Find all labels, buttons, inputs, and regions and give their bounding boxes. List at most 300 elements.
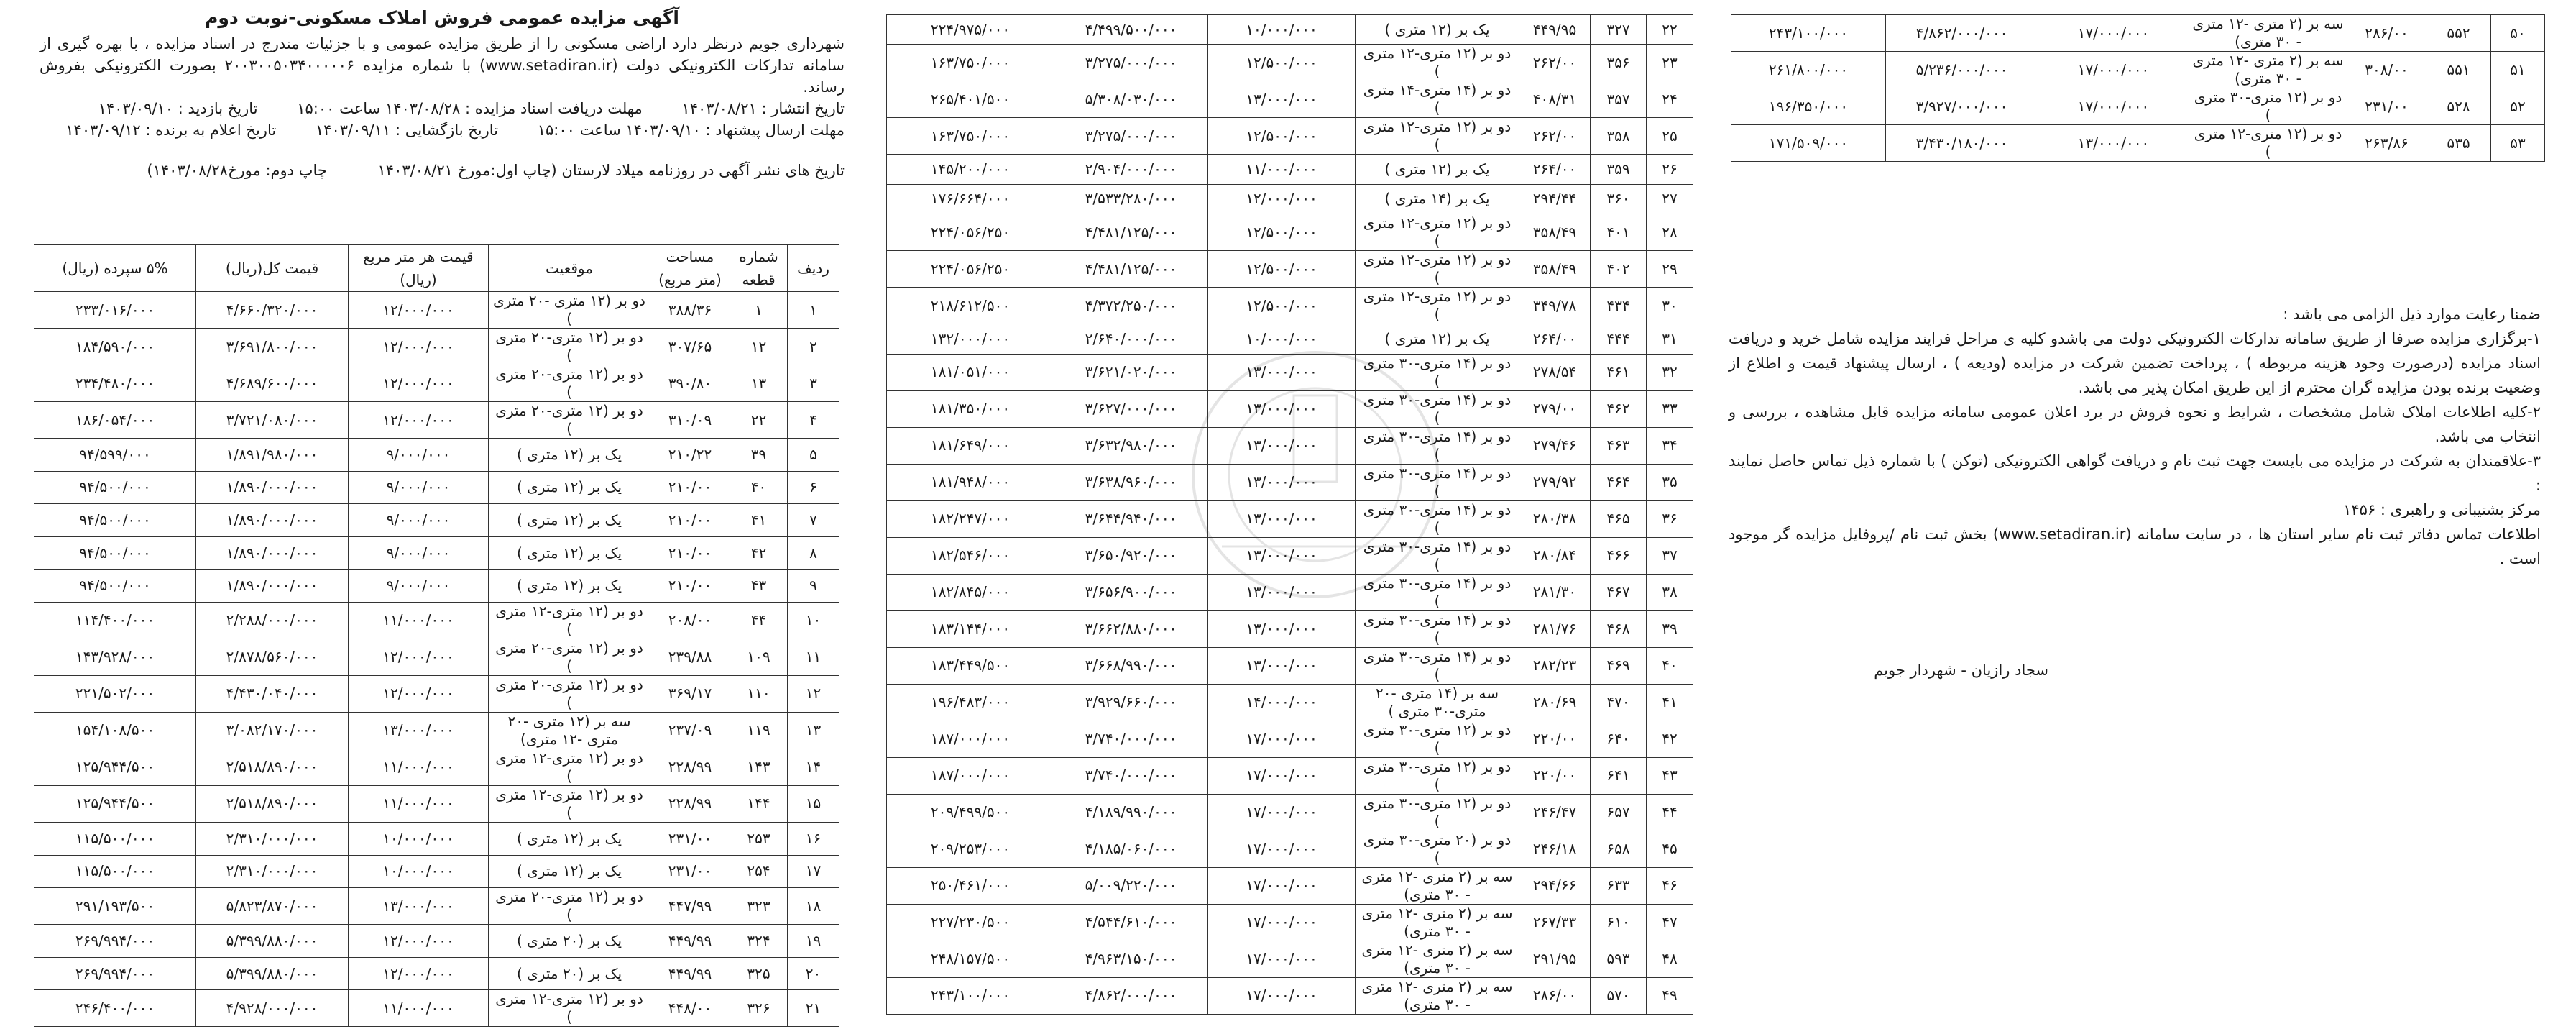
row-number-cell: ۴۹: [1647, 977, 1693, 1014]
location-cell: دو بر (۱۲ متری-۱۲ متری ): [1356, 118, 1519, 155]
price-per-meter-cell: ۱۲/۰۰۰/۰۰۰: [349, 329, 489, 365]
table-row: [887, 214, 1693, 251]
area-cell: ۲۲۸/۹۹: [650, 785, 730, 822]
area-cell: ۲۹۴/۴۴: [1519, 184, 1591, 214]
plot-number-cell: ۵۵۱: [2426, 52, 2491, 88]
row-number-cell: ۱۱: [788, 639, 840, 675]
location-cell: دو بر (۱۴ متری-۳۰ متری ): [1356, 537, 1519, 574]
total-price-cell: ۱/۸۹۰/۰۰۰/۰۰۰: [196, 536, 349, 570]
area-cell: ۲۳۷/۰۹: [650, 712, 730, 749]
location-cell: دو بر (۱۲ متری-۲۰ متری ): [489, 365, 650, 402]
plot-number-cell: ۳۹: [730, 439, 788, 472]
area-cell: ۴۴۹/۹۹: [650, 957, 730, 990]
table-row: [34, 471, 840, 504]
total-price-cell: ۳/۶۳۸/۹۶۰/۰۰۰: [1054, 464, 1208, 500]
row-number-cell: ۲۵: [1647, 118, 1693, 155]
total-price-cell: ۲/۵۱۸/۸۹۰/۰۰۰: [196, 749, 349, 785]
location-cell: یک بر (۱۲ متری ): [1356, 324, 1519, 354]
table-row: [887, 977, 1693, 1014]
price-per-meter-cell: ۱۳/۰۰۰/۰۰۰: [1208, 610, 1356, 647]
price-per-meter-cell: ۱۷/۰۰۰/۰۰۰: [1208, 794, 1356, 831]
row-number-cell: ۴۵: [1647, 831, 1693, 867]
plot-number-cell: ۳۲۳: [730, 888, 788, 925]
deposit-cell: ۲۵۰/۴۶۱/۰۰۰: [887, 867, 1054, 904]
plot-number-cell: ۶۵۸: [1591, 831, 1647, 867]
table-row: [34, 675, 840, 712]
plot-number-cell: ۳۲۶: [730, 990, 788, 1027]
row-number-cell: ۲۳: [1647, 45, 1693, 81]
mayor-signature: سجاد رازیان - شهردار جویم: [1874, 662, 2048, 679]
area-cell: ۲۲۸/۹۹: [650, 749, 730, 785]
table-row: [887, 867, 1693, 904]
plot-number-cell: ۴۴: [730, 602, 788, 639]
area-cell: ۲۶۷/۳۳: [1519, 904, 1591, 941]
ad-title: آگهی مزایده عمومی فروش املاک مسکونی-نوبت دوم: [205, 7, 679, 28]
row-number-cell: ۴۴: [1647, 794, 1693, 831]
location-cell: سه بر (۲ متری -۱۲ متری - ۳۰ متری): [2189, 15, 2347, 52]
table-row: [34, 439, 840, 472]
deposit-cell: ۹۴/۵۰۰/۰۰۰: [34, 471, 196, 504]
location-cell: دو بر (۲۰ متری-۳۰ متری ): [1356, 831, 1519, 867]
price-per-meter-cell: ۱۷/۰۰۰/۰۰۰: [1208, 977, 1356, 1014]
plot-number-cell: ۲۵۳: [730, 822, 788, 855]
table-row: [887, 610, 1693, 647]
table-row: [34, 888, 840, 925]
properties-table-2: [886, 14, 1693, 1015]
plot-number-cell: ۵۹۳: [1591, 941, 1647, 977]
location-cell: دو بر (۱۲ متری-۱۲ متری ): [489, 785, 650, 822]
plot-number-cell: ۳۵۶: [1591, 45, 1647, 81]
plot-number-cell: ۴۲: [730, 536, 788, 570]
row-number-cell: ۵۱: [2491, 52, 2545, 88]
row-number-cell: ۲۹: [1647, 251, 1693, 288]
plot-number-cell: ۱۴۳: [730, 749, 788, 785]
table-row: [34, 570, 840, 603]
area-cell: ۲۷۸/۵۴: [1519, 354, 1591, 390]
table-row: [887, 574, 1693, 610]
row-number-cell: ۱۸: [788, 888, 840, 925]
row-number-cell: ۳۵: [1647, 464, 1693, 500]
row-number-cell: ۳۷: [1647, 537, 1693, 574]
publish-date: تاریخ انتشار : ۱۴۰۳/۰۸/۲۱: [681, 100, 845, 117]
plot-number-cell: ۴۶۲: [1591, 390, 1647, 427]
deposit-cell: ۱۲۵/۹۴۴/۵۰۰: [34, 749, 196, 785]
price-per-meter-cell: ۱۱/۰۰۰/۰۰۰: [349, 785, 489, 822]
price-per-meter-cell: ۹/۰۰۰/۰۰۰: [349, 471, 489, 504]
price-per-meter-cell: ۱۳/۰۰۰/۰۰۰: [1208, 500, 1356, 537]
location-cell: دو بر (۱۲ متری-۳۰ متری ): [1356, 721, 1519, 757]
total-price-cell: ۲/۹۰۴/۰۰۰/۰۰۰: [1054, 155, 1208, 184]
deposit-cell: ۱۸۱/۹۴۸/۰۰۰: [887, 464, 1054, 500]
location-cell: یک بر (۱۲ متری ): [489, 570, 650, 603]
plot-number-cell: ۳۲۷: [1591, 15, 1647, 45]
price-per-meter-cell: ۱۲/۵۰۰/۰۰۰: [1208, 214, 1356, 251]
area-cell: ۲۰۸/۰۰: [650, 602, 730, 639]
total-price-cell: ۲/۵۱۸/۸۹۰/۰۰۰: [196, 785, 349, 822]
price-per-meter-cell: ۱۱/۰۰۰/۰۰۰: [1208, 155, 1356, 184]
table-row: [887, 184, 1693, 214]
total-price-cell: ۴/۳۷۲/۲۵۰/۰۰۰: [1054, 288, 1208, 324]
row-number-cell: ۴۲: [1647, 721, 1693, 757]
price-per-meter-cell: ۱۳/۰۰۰/۰۰۰: [1208, 574, 1356, 610]
table-row: [1731, 15, 2545, 52]
deposit-cell: ۱۸۷/۰۰۰/۰۰۰: [887, 757, 1054, 794]
table-row: [887, 45, 1693, 81]
deposit-cell: ۱۸۱/۳۵۰/۰۰۰: [887, 390, 1054, 427]
row-number-cell: ۲۸: [1647, 214, 1693, 251]
area-cell: ۲۷۹/۰۰: [1519, 390, 1591, 427]
contact-info: اطلاعات تماس دفاتر ثبت نام سایر استان ها ، در سایت سامانه (www.setadiran.ir) بخش ثبت نام /پروفایل مزایده گر موجود است .: [1729, 526, 2541, 567]
total-price-cell: ۳/۹۲۷/۰۰۰/۰۰۰: [1886, 88, 2038, 125]
deposit-cell: ۱۵۴/۱۰۸/۵۰۰: [34, 712, 196, 749]
table-row: [887, 288, 1693, 324]
area-cell: ۲۸۱/۷۶: [1519, 610, 1591, 647]
area-cell: ۳۴۹/۷۸: [1519, 288, 1591, 324]
deposit-cell: ۲۱۸/۶۱۲/۵۰۰: [887, 288, 1054, 324]
location-cell: دو بر (۱۴ متری-۳۰ متری ): [1356, 574, 1519, 610]
plot-number-cell: ۴۳۴: [1591, 288, 1647, 324]
col-header-price-per-meter: قیمت هر متر مربع (ریال): [349, 245, 489, 292]
plot-number-cell: ۶۴۰: [1591, 721, 1647, 757]
row-number-cell: ۲۶: [1647, 155, 1693, 184]
area-cell: ۲۳۱/۰۰: [2347, 88, 2426, 125]
deposit-cell: ۲۲۴/۰۵۶/۲۵۰: [887, 214, 1054, 251]
col-header-plot-number: شماره قطعه: [730, 245, 788, 292]
area-cell: ۳۵۸/۴۹: [1519, 214, 1591, 251]
area-cell: ۲۳۱/۰۰: [650, 822, 730, 855]
total-price-cell: ۵/۰۰۹/۲۲۰/۰۰۰: [1054, 867, 1208, 904]
total-price-cell: ۳/۹۲۹/۶۶۰/۰۰۰: [1054, 684, 1208, 721]
total-price-cell: ۵/۳۹۹/۸۸۰/۰۰۰: [196, 925, 349, 958]
price-per-meter-cell: ۱۳/۰۰۰/۰۰۰: [1208, 647, 1356, 684]
total-price-cell: ۴/۶۸۹/۶۰۰/۰۰۰: [196, 365, 349, 402]
price-per-meter-cell: ۱۳/۰۰۰/۰۰۰: [1208, 464, 1356, 500]
total-price-cell: ۳/۶۵۶/۹۰۰/۰۰۰: [1054, 574, 1208, 610]
price-per-meter-cell: ۱۷/۰۰۰/۰۰۰: [1208, 721, 1356, 757]
location-cell: دو بر (۱۲ متری-۱۲ متری ): [2189, 125, 2347, 162]
table-row: [887, 537, 1693, 574]
price-per-meter-cell: ۱۲/۰۰۰/۰۰۰: [349, 292, 489, 329]
row-number-cell: ۷: [788, 504, 840, 537]
location-cell: دو بر (۱۲ متری-۲۰ متری ): [489, 888, 650, 925]
table-row: [34, 712, 840, 749]
table-row: [887, 904, 1693, 941]
location-cell: دو بر (۱۲ متری -۲۰ متری ): [489, 292, 650, 329]
price-per-meter-cell: ۱۳/۰۰۰/۰۰۰: [349, 712, 489, 749]
plot-number-cell: ۱۱۹: [730, 712, 788, 749]
area-cell: ۲۶۳/۸۶: [2347, 125, 2426, 162]
table-row: [887, 794, 1693, 831]
total-price-cell: ۵/۳۹۹/۸۸۰/۰۰۰: [196, 957, 349, 990]
area-cell: ۲۸۲/۲۳: [1519, 647, 1591, 684]
plot-number-cell: ۴۷۰: [1591, 684, 1647, 721]
total-price-cell: ۳/۶۵۰/۹۲۰/۰۰۰: [1054, 537, 1208, 574]
deposit-cell: ۹۴/۵۹۹/۰۰۰: [34, 439, 196, 472]
plot-number-cell: ۲۲: [730, 402, 788, 439]
price-per-meter-cell: ۹/۰۰۰/۰۰۰: [349, 536, 489, 570]
total-price-cell: ۴/۴۸۱/۱۲۵/۰۰۰: [1054, 214, 1208, 251]
deposit-cell: ۱۸۷/۰۰۰/۰۰۰: [887, 721, 1054, 757]
deposit-cell: ۱۸۴/۵۹۰/۰۰۰: [34, 329, 196, 365]
location-cell: دو بر (۱۴ متری-۳۰ متری ): [1356, 647, 1519, 684]
row-number-cell: ۱۲: [788, 675, 840, 712]
table-row: [887, 81, 1693, 118]
price-per-meter-cell: ۱۳/۰۰۰/۰۰۰: [1208, 81, 1356, 118]
deposit-cell: ۲۰۹/۲۵۳/۰۰۰: [887, 831, 1054, 867]
area-cell: ۴۴۹/۹۹: [650, 925, 730, 958]
area-cell: ۴۴۸/۰۰: [650, 990, 730, 1027]
plot-number-cell: ۵۲۸: [2426, 88, 2491, 125]
total-price-cell: ۳/۲۷۵/۰۰۰/۰۰۰: [1054, 45, 1208, 81]
deposit-cell: ۱۱۵/۵۰۰/۰۰۰: [34, 855, 196, 888]
plot-number-cell: ۵۵۲: [2426, 15, 2491, 52]
row-number-cell: ۵: [788, 439, 840, 472]
deposit-cell: ۲۶۹/۹۹۴/۰۰۰: [34, 925, 196, 958]
total-price-cell: ۴/۱۸۹/۹۹۰/۰۰۰: [1054, 794, 1208, 831]
winner-announcement-date: تاریخ اعلام به برنده : ۱۴۰۳/۰۹/۱۲: [65, 122, 277, 139]
total-price-cell: ۴/۹۲۸/۰۰۰/۰۰۰: [196, 990, 349, 1027]
ad-header: [40, 6, 845, 181]
deposit-cell: ۹۴/۵۰۰/۰۰۰: [34, 536, 196, 570]
location-cell: یک بر (۱۲ متری ): [489, 536, 650, 570]
total-price-cell: ۳/۶۳۲/۹۸۰/۰۰۰: [1054, 427, 1208, 464]
table-row: [34, 602, 840, 639]
table-row: [34, 504, 840, 537]
deposit-cell: ۲۳۳/۰۱۶/۰۰۰: [34, 292, 196, 329]
table-row: [34, 785, 840, 822]
dates-row-2: [40, 119, 845, 141]
price-per-meter-cell: ۱۱/۰۰۰/۰۰۰: [349, 602, 489, 639]
plot-number-cell: ۴۶۶: [1591, 537, 1647, 574]
area-cell: ۲۳۹/۸۸: [650, 639, 730, 675]
plot-number-cell: ۵۳۵: [2426, 125, 2491, 162]
row-number-cell: ۱۳: [788, 712, 840, 749]
total-price-cell: ۱/۸۹۱/۹۸۰/۰۰۰: [196, 439, 349, 472]
area-cell: ۳۰۸/۰۰: [2347, 52, 2426, 88]
area-cell: ۲۸۰/۳۸: [1519, 500, 1591, 537]
row-number-cell: ۴۸: [1647, 941, 1693, 977]
price-per-meter-cell: ۱۲/۰۰۰/۰۰۰: [349, 365, 489, 402]
price-per-meter-cell: ۱۱/۰۰۰/۰۰۰: [349, 990, 489, 1027]
location-cell: یک بر (۱۲ متری ): [489, 439, 650, 472]
total-price-cell: ۱/۸۹۰/۰۰۰/۰۰۰: [196, 471, 349, 504]
table-row: [34, 292, 840, 329]
plot-number-cell: ۶۵۷: [1591, 794, 1647, 831]
plot-number-cell: ۴۱: [730, 504, 788, 537]
publication-first: تاریخ های نشر آگهی در روزنامه میلاد لارستان (چاپ اول:مورخ ۱۴۰۳/۰۸/۲۱: [377, 162, 845, 179]
table-row: [34, 536, 840, 570]
total-price-cell: ۴/۵۴۴/۶۱۰/۰۰۰: [1054, 904, 1208, 941]
row-number-cell: ۸: [788, 536, 840, 570]
price-per-meter-cell: ۱۳/۰۰۰/۰۰۰: [2038, 125, 2189, 162]
total-price-cell: ۴/۸۶۲/۰۰۰/۰۰۰: [1054, 977, 1208, 1014]
row-number-cell: ۲۷: [1647, 184, 1693, 214]
total-price-cell: ۲/۳۱۰/۰۰۰/۰۰۰: [196, 822, 349, 855]
area-cell: ۲۷۹/۴۶: [1519, 427, 1591, 464]
col-header-row-number: ردیف: [788, 245, 840, 292]
deposit-cell: ۲۶۱/۸۰۰/۰۰۰: [1731, 52, 1886, 88]
note-item-1: ۱-برگزاری مزایده صرفا از طریق سامانه تدارکات الکترونیکی دولت می باشدو کلیه ی مراحل فرایند مزایده شامل خرید و دریافت اسناد مزایده (درصورت وجود هزینه مربوطه ) ، پرداخت تضمین شرکت در مزایده (ودیعه ) ، ارسال پیشنهاد قیمت و اطلاع از وضعیت برنده بودن مزایده گران محترم از این طریق امکان پذیر می باشد.: [1729, 330, 2541, 396]
plot-number-cell: ۵۷۰: [1591, 977, 1647, 1014]
deposit-cell: ۱۸۱/۶۴۹/۰۰۰: [887, 427, 1054, 464]
price-per-meter-cell: ۱۲/۰۰۰/۰۰۰: [349, 957, 489, 990]
deposit-cell: ۲۴۳/۱۰۰/۰۰۰: [887, 977, 1054, 1014]
location-cell: دو بر (۱۲ متری-۱۲ متری ): [1356, 45, 1519, 81]
row-number-cell: ۳۱: [1647, 324, 1693, 354]
plot-number-cell: ۴۶۴: [1591, 464, 1647, 500]
price-per-meter-cell: ۱۱/۰۰۰/۰۰۰: [349, 749, 489, 785]
location-cell: سه بر (۲ متری -۱۲ متری - ۳۰ متری): [1356, 941, 1519, 977]
plot-number-cell: ۳۲۴: [730, 925, 788, 958]
price-per-meter-cell: ۱۷/۰۰۰/۰۰۰: [1208, 904, 1356, 941]
total-price-cell: ۴/۱۸۵/۰۶۰/۰۰۰: [1054, 831, 1208, 867]
location-cell: دو بر (۱۲ متری-۱۲ متری ): [1356, 251, 1519, 288]
table-row: [887, 647, 1693, 684]
row-number-cell: ۴۶: [1647, 867, 1693, 904]
total-price-cell: ۵/۳۰۸/۰۳۰/۰۰۰: [1054, 81, 1208, 118]
price-per-meter-cell: ۱۲/۰۰۰/۰۰۰: [1208, 184, 1356, 214]
location-cell: سه بر (۲ متری -۱۲ متری - ۳۰ متری): [1356, 904, 1519, 941]
publication-dates: [40, 160, 845, 181]
total-price-cell: ۲/۳۱۰/۰۰۰/۰۰۰: [196, 855, 349, 888]
area-cell: ۳۵۸/۴۹: [1519, 251, 1591, 288]
price-per-meter-cell: ۱۷/۰۰۰/۰۰۰: [1208, 867, 1356, 904]
table-row: [887, 427, 1693, 464]
row-number-cell: ۱۹: [788, 925, 840, 958]
row-number-cell: ۲۲: [1647, 15, 1693, 45]
area-cell: ۲۶۴/۰۰: [1519, 155, 1591, 184]
row-number-cell: ۶: [788, 471, 840, 504]
properties-table-3: [1731, 14, 2545, 162]
total-price-cell: ۲/۶۴۰/۰۰۰/۰۰۰: [1054, 324, 1208, 354]
plot-number-cell: ۳۵۹: [1591, 155, 1647, 184]
deposit-cell: ۲۶۹/۹۹۴/۰۰۰: [34, 957, 196, 990]
total-price-cell: ۴/۴۹۹/۵۰۰/۰۰۰: [1054, 15, 1208, 45]
area-cell: ۲۸۰/۶۹: [1519, 684, 1591, 721]
area-cell: ۲۸۱/۳۰: [1519, 574, 1591, 610]
row-number-cell: ۲۱: [788, 990, 840, 1027]
location-cell: یک بر (۱۲ متری ): [489, 504, 650, 537]
table-row: [887, 390, 1693, 427]
row-number-cell: ۱۴: [788, 749, 840, 785]
plot-number-cell: ۴۶۱: [1591, 354, 1647, 390]
plot-number-cell: ۶۳۳: [1591, 867, 1647, 904]
row-number-cell: ۴۱: [1647, 684, 1693, 721]
area-cell: ۴۴۷/۹۹: [650, 888, 730, 925]
deposit-cell: ۱۳۲/۰۰۰/۰۰۰: [887, 324, 1054, 354]
col-header-deposit: ۵% سپرده (ریال): [34, 245, 196, 292]
dates-row-1: [40, 98, 845, 119]
plot-number-cell: ۶۱۰: [1591, 904, 1647, 941]
area-cell: ۲۲۰/۰۰: [1519, 757, 1591, 794]
location-cell: یک بر (۱۲ متری ): [1356, 15, 1519, 45]
deposit-cell: ۱۸۶/۰۵۴/۰۰۰: [34, 402, 196, 439]
row-number-cell: ۳۰: [1647, 288, 1693, 324]
deposit-cell: ۲۲۴/۹۷۵/۰۰۰: [887, 15, 1054, 45]
total-price-cell: ۳/۰۸۲/۱۷۰/۰۰۰: [196, 712, 349, 749]
area-cell: ۲۴۶/۱۸: [1519, 831, 1591, 867]
area-cell: ۲۶۲/۰۰: [1519, 45, 1591, 81]
location-cell: دو بر (۱۲ متری-۱۲ متری ): [1356, 214, 1519, 251]
location-cell: یک بر (۱۲ متری ): [1356, 155, 1519, 184]
plot-number-cell: ۱۲: [730, 329, 788, 365]
location-cell: دو بر (۱۴ متری-۳۰ متری ): [1356, 464, 1519, 500]
notes-intro: ضمنا رعایت موارد ذیل الزامی می باشد :: [2283, 306, 2541, 323]
area-cell: ۳۸۸/۳۶: [650, 292, 730, 329]
table-row: [887, 354, 1693, 390]
area-cell: ۲۱۰/۰۰: [650, 570, 730, 603]
price-per-meter-cell: ۱۲/۰۰۰/۰۰۰: [349, 925, 489, 958]
plot-number-cell: ۳۲۵: [730, 957, 788, 990]
total-price-cell: ۳/۶۲۱/۰۲۰/۰۰۰: [1054, 354, 1208, 390]
document-deadline: مهلت دریافت اسناد مزایده : ۱۴۰۳/۰۸/۲۸ ساعت ۱۵:۰۰: [297, 100, 643, 117]
table-row: [34, 990, 840, 1027]
price-per-meter-cell: ۹/۰۰۰/۰۰۰: [349, 570, 489, 603]
table-row: [34, 365, 840, 402]
note-item-3: ۳-علاقمندان به شرکت در مزایده می بایست جهت ثبت نام و دریافت گواهی الکترونیکی (توکن ) با شماره ذیل تماس حاصل نمایند :: [1729, 452, 2541, 494]
deposit-cell: ۱۸۲/۲۴۷/۰۰۰: [887, 500, 1054, 537]
price-per-meter-cell: ۱۷/۰۰۰/۰۰۰: [1208, 941, 1356, 977]
deposit-cell: ۱۸۲/۵۴۶/۰۰۰: [887, 537, 1054, 574]
row-number-cell: ۱۷: [788, 855, 840, 888]
deposit-cell: ۱۹۶/۴۸۳/۰۰۰: [887, 684, 1054, 721]
location-cell: دو بر (۱۴ متری-۳۰ متری ): [1356, 610, 1519, 647]
deposit-cell: ۲۲۴/۰۵۶/۲۵۰: [887, 251, 1054, 288]
plot-number-cell: ۳۶۰: [1591, 184, 1647, 214]
location-cell: دو بر (۱۴ متری-۳۰ متری ): [1356, 390, 1519, 427]
deposit-cell: ۱۱۴/۴۰۰/۰۰۰: [34, 602, 196, 639]
price-per-meter-cell: ۱۳/۰۰۰/۰۰۰: [1208, 537, 1356, 574]
location-cell: یک بر (۱۲ متری ): [489, 855, 650, 888]
plot-number-cell: ۱۱۰: [730, 675, 788, 712]
deposit-cell: ۲۴۶/۴۰۰/۰۰۰: [34, 990, 196, 1027]
table-row: [1731, 88, 2545, 125]
price-per-meter-cell: ۱۲/۰۰۰/۰۰۰: [349, 639, 489, 675]
deposit-cell: ۲۴۳/۱۰۰/۰۰۰: [1731, 15, 1886, 52]
table-row: [34, 822, 840, 855]
location-cell: دو بر (۱۲ متری-۳۰ متری ): [1356, 794, 1519, 831]
deposit-cell: ۱۸۳/۱۴۴/۰۰۰: [887, 610, 1054, 647]
deposit-cell: ۲۳۴/۴۸۰/۰۰۰: [34, 365, 196, 402]
price-per-meter-cell: ۱۲/۵۰۰/۰۰۰: [1208, 118, 1356, 155]
deposit-cell: ۲۴۸/۱۵۷/۵۰۰: [887, 941, 1054, 977]
deposit-cell: ۲۲۱/۵۰۲/۰۰۰: [34, 675, 196, 712]
table-row: [887, 155, 1693, 184]
location-cell: دو بر (۱۴ متری-۳۰ متری ): [1356, 500, 1519, 537]
price-per-meter-cell: ۱۲/۵۰۰/۰۰۰: [1208, 288, 1356, 324]
location-cell: دو بر (۱۲ متری-۲۰ متری ): [489, 329, 650, 365]
price-per-meter-cell: ۱۳/۰۰۰/۰۰۰: [349, 888, 489, 925]
total-price-cell: ۳/۶۶۸/۹۹۰/۰۰۰: [1054, 647, 1208, 684]
total-price-cell: ۲/۸۷۸/۵۶۰/۰۰۰: [196, 639, 349, 675]
table-row: [887, 831, 1693, 867]
row-number-cell: ۳۶: [1647, 500, 1693, 537]
location-cell: دو بر (۱۲ متری-۲۰ متری ): [489, 402, 650, 439]
area-cell: ۲۱۰/۲۲: [650, 439, 730, 472]
plot-number-cell: ۴۰: [730, 471, 788, 504]
table-row: [887, 251, 1693, 288]
total-price-cell: ۳/۲۷۵/۰۰۰/۰۰۰: [1054, 118, 1208, 155]
table-row: [34, 925, 840, 958]
plot-number-cell: ۴۰۱: [1591, 214, 1647, 251]
row-number-cell: ۹: [788, 570, 840, 603]
plot-number-cell: ۳۵۷: [1591, 81, 1647, 118]
price-per-meter-cell: ۱۷/۰۰۰/۰۰۰: [2038, 52, 2189, 88]
price-per-meter-cell: ۱۲/۰۰۰/۰۰۰: [349, 675, 489, 712]
location-cell: یک بر (۲۰ متری ): [489, 925, 650, 958]
total-price-cell: ۱/۸۹۰/۰۰۰/۰۰۰: [196, 570, 349, 603]
table-row: [887, 118, 1693, 155]
